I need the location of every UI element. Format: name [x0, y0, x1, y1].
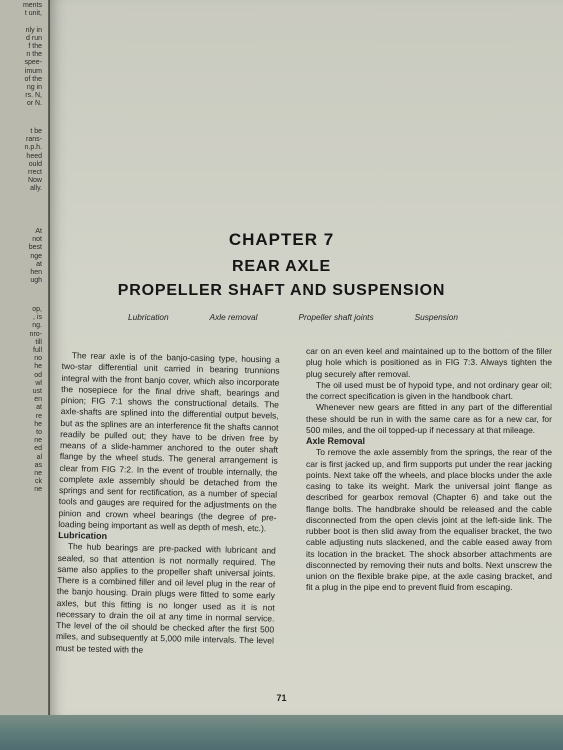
topic-item: Axle removal: [209, 312, 258, 322]
facing-page: [0, 0, 52, 750]
chapter-title-line2: PROPELLER SHAFT AND SUSPENSION: [117, 282, 446, 299]
paragraph: The oil used must be of hypoid type, and not ordinary gear oil; the correct specification is given in the handbook chart.: [306, 379, 552, 401]
facing-page-text: At not best nge at hen ugh: [28, 228, 42, 285]
section-heading: Axle Removal: [306, 436, 366, 446]
paragraph: Whenever new gears are fitted in any part of the differential these should be run in with the same care as for a new car, for 500 miles, and the oil topped-up if necessary at that mileage.: [306, 402, 552, 435]
topic-item: Suspension: [414, 312, 458, 322]
topic-item: Propeller shaft joints: [298, 312, 374, 322]
topic-item: Lubrication: [128, 312, 169, 322]
facing-page-text: op, , is ng. nro- till full no he od wl ust en at re he to ne ed al as ne ck ne: [29, 306, 42, 494]
paragraph: The hub bearings are pre-packed with lubricant and sealed, so that attention is not normally required. The same also applies to the propeller shaft universal joints. There is a combined filler and oil level plug in the rear of the banjo housing. Drain plugs were fitted to some early axles, but this fitting is no longer used as it is not necessary to drain the oil at any time in normal service. The level of the oil should be checked after the first 500 miles, and subsequently at 5,000 mile intervals. The level must be tested with the: [55, 541, 276, 655]
text-column-left: [56, 350, 280, 658]
facing-page-text: ments t unit, nly in d run f the n the spee- imum of the ng in rs. N, or N.: [22, 2, 42, 108]
paragraph: To remove the axle assembly from the springs, the rear of the car is first jacked up, and firm supports put under the rear jacking points. Next take off the wheels, and place blocks under the axle casing to take its weight. Mark the universal joint flange as described for gearbox removal (Chapter 6) and take out the flange bolts. The handbrake should be released and the cable disconnected from the open clevis joint at the left-side link. The rubber boot is then slid away from the equaliser bracket, the two cable adjusting nuts slackened, and the cable eased away from its location in the bracket. The shock absorber attachments are disconnected by removing their nuts and bolts. Next unscrew the union on the flexible brake pipe, at the axle casing bracket, and fit a plug in the pipe end to prevent fluid from escaping.: [306, 447, 552, 593]
chapter-title-line1: REAR AXLE: [231, 258, 332, 275]
paragraph: car on an even keel and maintained up to the bottom of the filler plug hole which is positioned as in FIG 7:3. Always tighten the plug securely after removal.: [306, 346, 552, 379]
page-number: 71: [276, 693, 287, 703]
facing-page-text: t be rans- n.p.h. heed ould rrect Now ally.: [24, 128, 42, 193]
section-heading: Lubrication: [58, 529, 108, 541]
text-column-right: [306, 346, 552, 594]
chapter-heading: CHAPTER 7: [228, 230, 335, 249]
paragraph: The rear axle is of the banjo-casing type, housing a two-star differential unit carried in bearing trunnions integral with the front banjo cover, which also incorporate the nosepiece for the final drive shaft, bearings and pinion; FIG 7:1 shows the constructional details. The axle-shafts are splined into the differential output bevels, but as the splines are an interference fit the shafts cannot readily be pulled out; they have to be driven free by means of a slide-hammer anchored to the outer shaft flange by the wheel studs. The general arrangement is clear from FIG 7:2. In the event of trouble internally, the complete axle assembly should be detached from the springs and sent for rectification, as a number of special tools and gauges are required for the adjustments on the pinion and crown wheel bearings (the degree of pre-loading being important as well as depth of mesh, etc.).: [58, 350, 280, 534]
background-surface: [0, 715, 563, 750]
topic-list: [128, 312, 458, 322]
